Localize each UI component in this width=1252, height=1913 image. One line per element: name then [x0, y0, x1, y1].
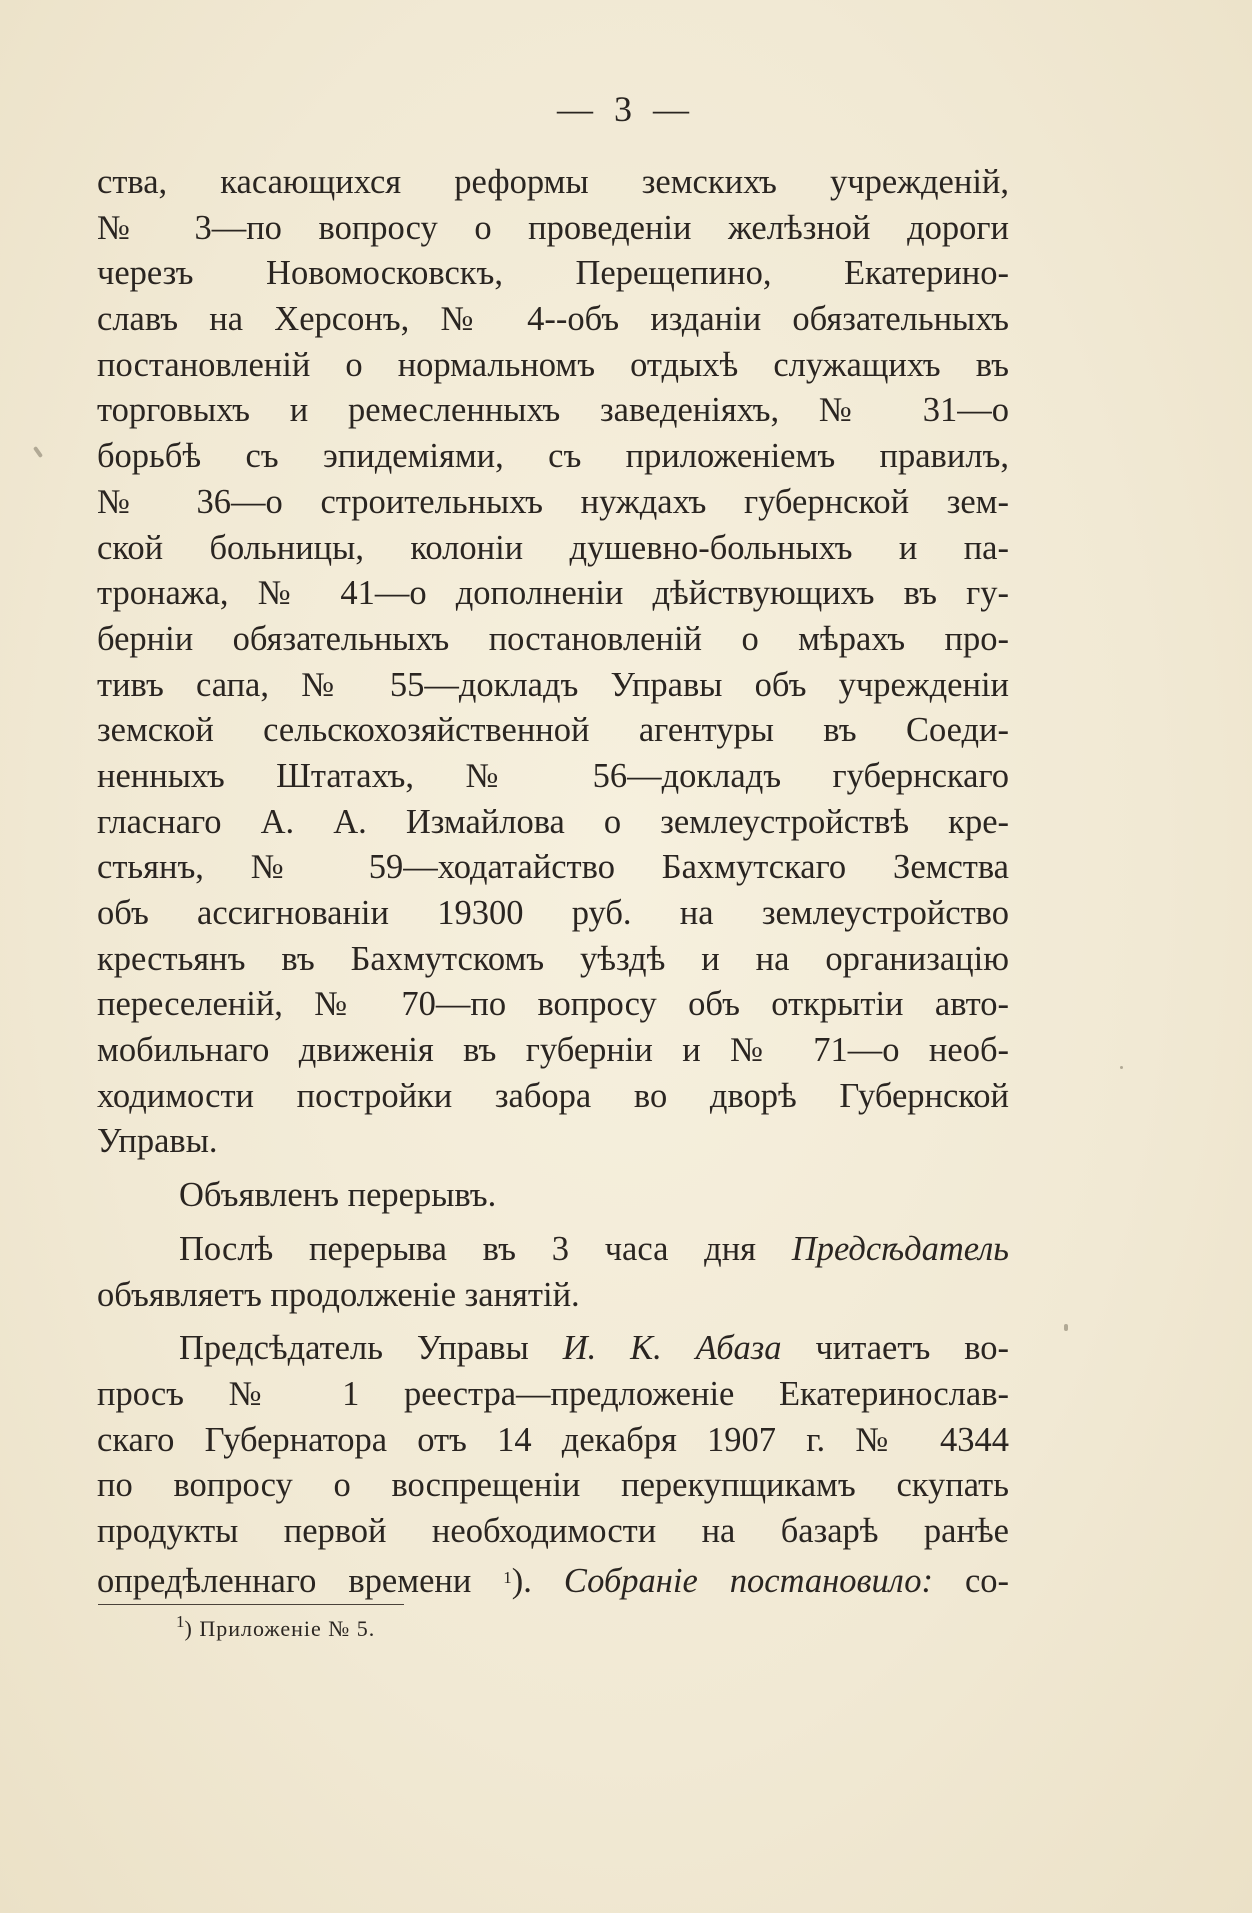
- chairman-name-italic: И. К. Абаза: [562, 1329, 782, 1368]
- paragraph-chairman-line: по вопросу о воспрещеніи перекупщикамъ скупать: [97, 1466, 1009, 1505]
- resume-italic-chairman: Предсѣдатель: [791, 1229, 1009, 1268]
- footnote-divider: [98, 1604, 404, 1605]
- footnote-text: ) Приложеніе № 5.: [184, 1616, 376, 1641]
- text-line: гласнаго А. А. Измайлова о землеустройствѣ кре-: [97, 802, 1009, 841]
- text-line: стьянъ, № 59—ходатайство Бахмутскаго Земства: [97, 848, 1009, 887]
- footnote-marker: 1: [176, 1612, 185, 1631]
- chairman-text: опредѣленнаго времени: [97, 1561, 472, 1600]
- paragraph-chairman-line: [97, 1555, 1009, 1601]
- text-line: № 36—о строительныхъ нуждахъ губернской зем-: [97, 482, 1009, 521]
- footnote: [176, 1612, 375, 1642]
- chairman-text: читаетъ во-: [815, 1329, 1010, 1368]
- text-line: крестьянъ въ Бахмутскомъ уѣздѣ и на организацію: [97, 939, 1009, 978]
- text-line: тронажа, № 41—о дополненіи дѣйствующихъ въ гу-: [97, 574, 1009, 613]
- paragraph-resume-line: [97, 1227, 1009, 1273]
- text-line: берніи обязательныхъ постановленій о мѣрахъ про-: [97, 619, 1009, 658]
- text-line: земской сельскохозяйственной агентуры въ Соеди-: [97, 711, 1009, 750]
- text-line: торговыхъ и ремесленныхъ заведеніяхъ, № 31—о: [97, 391, 1009, 430]
- paragraph-chairman-line: просъ № 1 реестра—предложеніе Екатеринослав-: [97, 1374, 1009, 1413]
- paragraph-recess: Объявленъ перерывъ.: [179, 1176, 497, 1215]
- footnote-reference: 1: [503, 1567, 512, 1587]
- chairman-text: Предсѣдатель Управы: [179, 1329, 529, 1368]
- text-line: переселеній, № 70—по вопросу объ открытіи авто-: [97, 985, 1009, 1024]
- text-line: ства, касающихся реформы земскихъ учрежденій,: [97, 163, 1009, 201]
- text-line: ходимости постройки забора во дворѣ Губернской: [97, 1076, 1009, 1115]
- page-number: — 3 —: [557, 89, 695, 129]
- text-line: борьбѣ съ эпидеміями, съ приложеніемъ правилъ,: [97, 437, 1009, 476]
- resolution-italic: Собраніе постановило:: [563, 1561, 933, 1600]
- text-line: ской больницы, колоніи душевно-больныхъ и па-: [97, 528, 1009, 567]
- text-line: тивъ сапа, № 55—докладъ Управы объ учрежденіи: [97, 665, 1009, 704]
- text-line: мобильнаго движенія въ губерніи и № 71—о необ-: [97, 1031, 1009, 1070]
- paper-speck: [1120, 1066, 1123, 1069]
- paragraph-chairman-line: продукты первой необходимости на базарѣ ранѣе: [97, 1511, 1009, 1550]
- resume-text: Послѣ перерыва въ 3 часа дня: [179, 1229, 757, 1268]
- paragraph-chairman-line: [97, 1326, 1009, 1372]
- text-line: постановленій о нормальномъ отдыхѣ служащихъ въ: [97, 345, 1009, 384]
- text-line: ненныхъ Штатахъ, № 56—докладъ губернскаго: [97, 756, 1009, 795]
- paragraph-chairman-line: скаго Губернатора отъ 14 декабря 1907 г. № 4344: [97, 1420, 1009, 1459]
- text-line: славъ на Херсонъ, № 4--объ изданіи обязательныхъ: [97, 300, 1009, 339]
- text-line: объ ассигнованіи 19300 руб. на землеустройство: [97, 894, 1009, 932]
- chairman-text: со-: [964, 1561, 1010, 1600]
- paper-speck: [33, 446, 43, 458]
- text-line: черезъ Новомосковскъ, Перещепино, Екатерино-: [97, 254, 1009, 293]
- chairman-text: ).: [511, 1561, 532, 1600]
- paper-speck: [1064, 1324, 1068, 1331]
- text-line: Управы.: [97, 1122, 218, 1161]
- text-line: № 3—по вопросу о проведеніи желѣзной дороги: [97, 208, 1009, 247]
- main-text: [97, 160, 1009, 1600]
- paragraph-resume-line: объявляетъ продолженіе занятій.: [97, 1275, 580, 1314]
